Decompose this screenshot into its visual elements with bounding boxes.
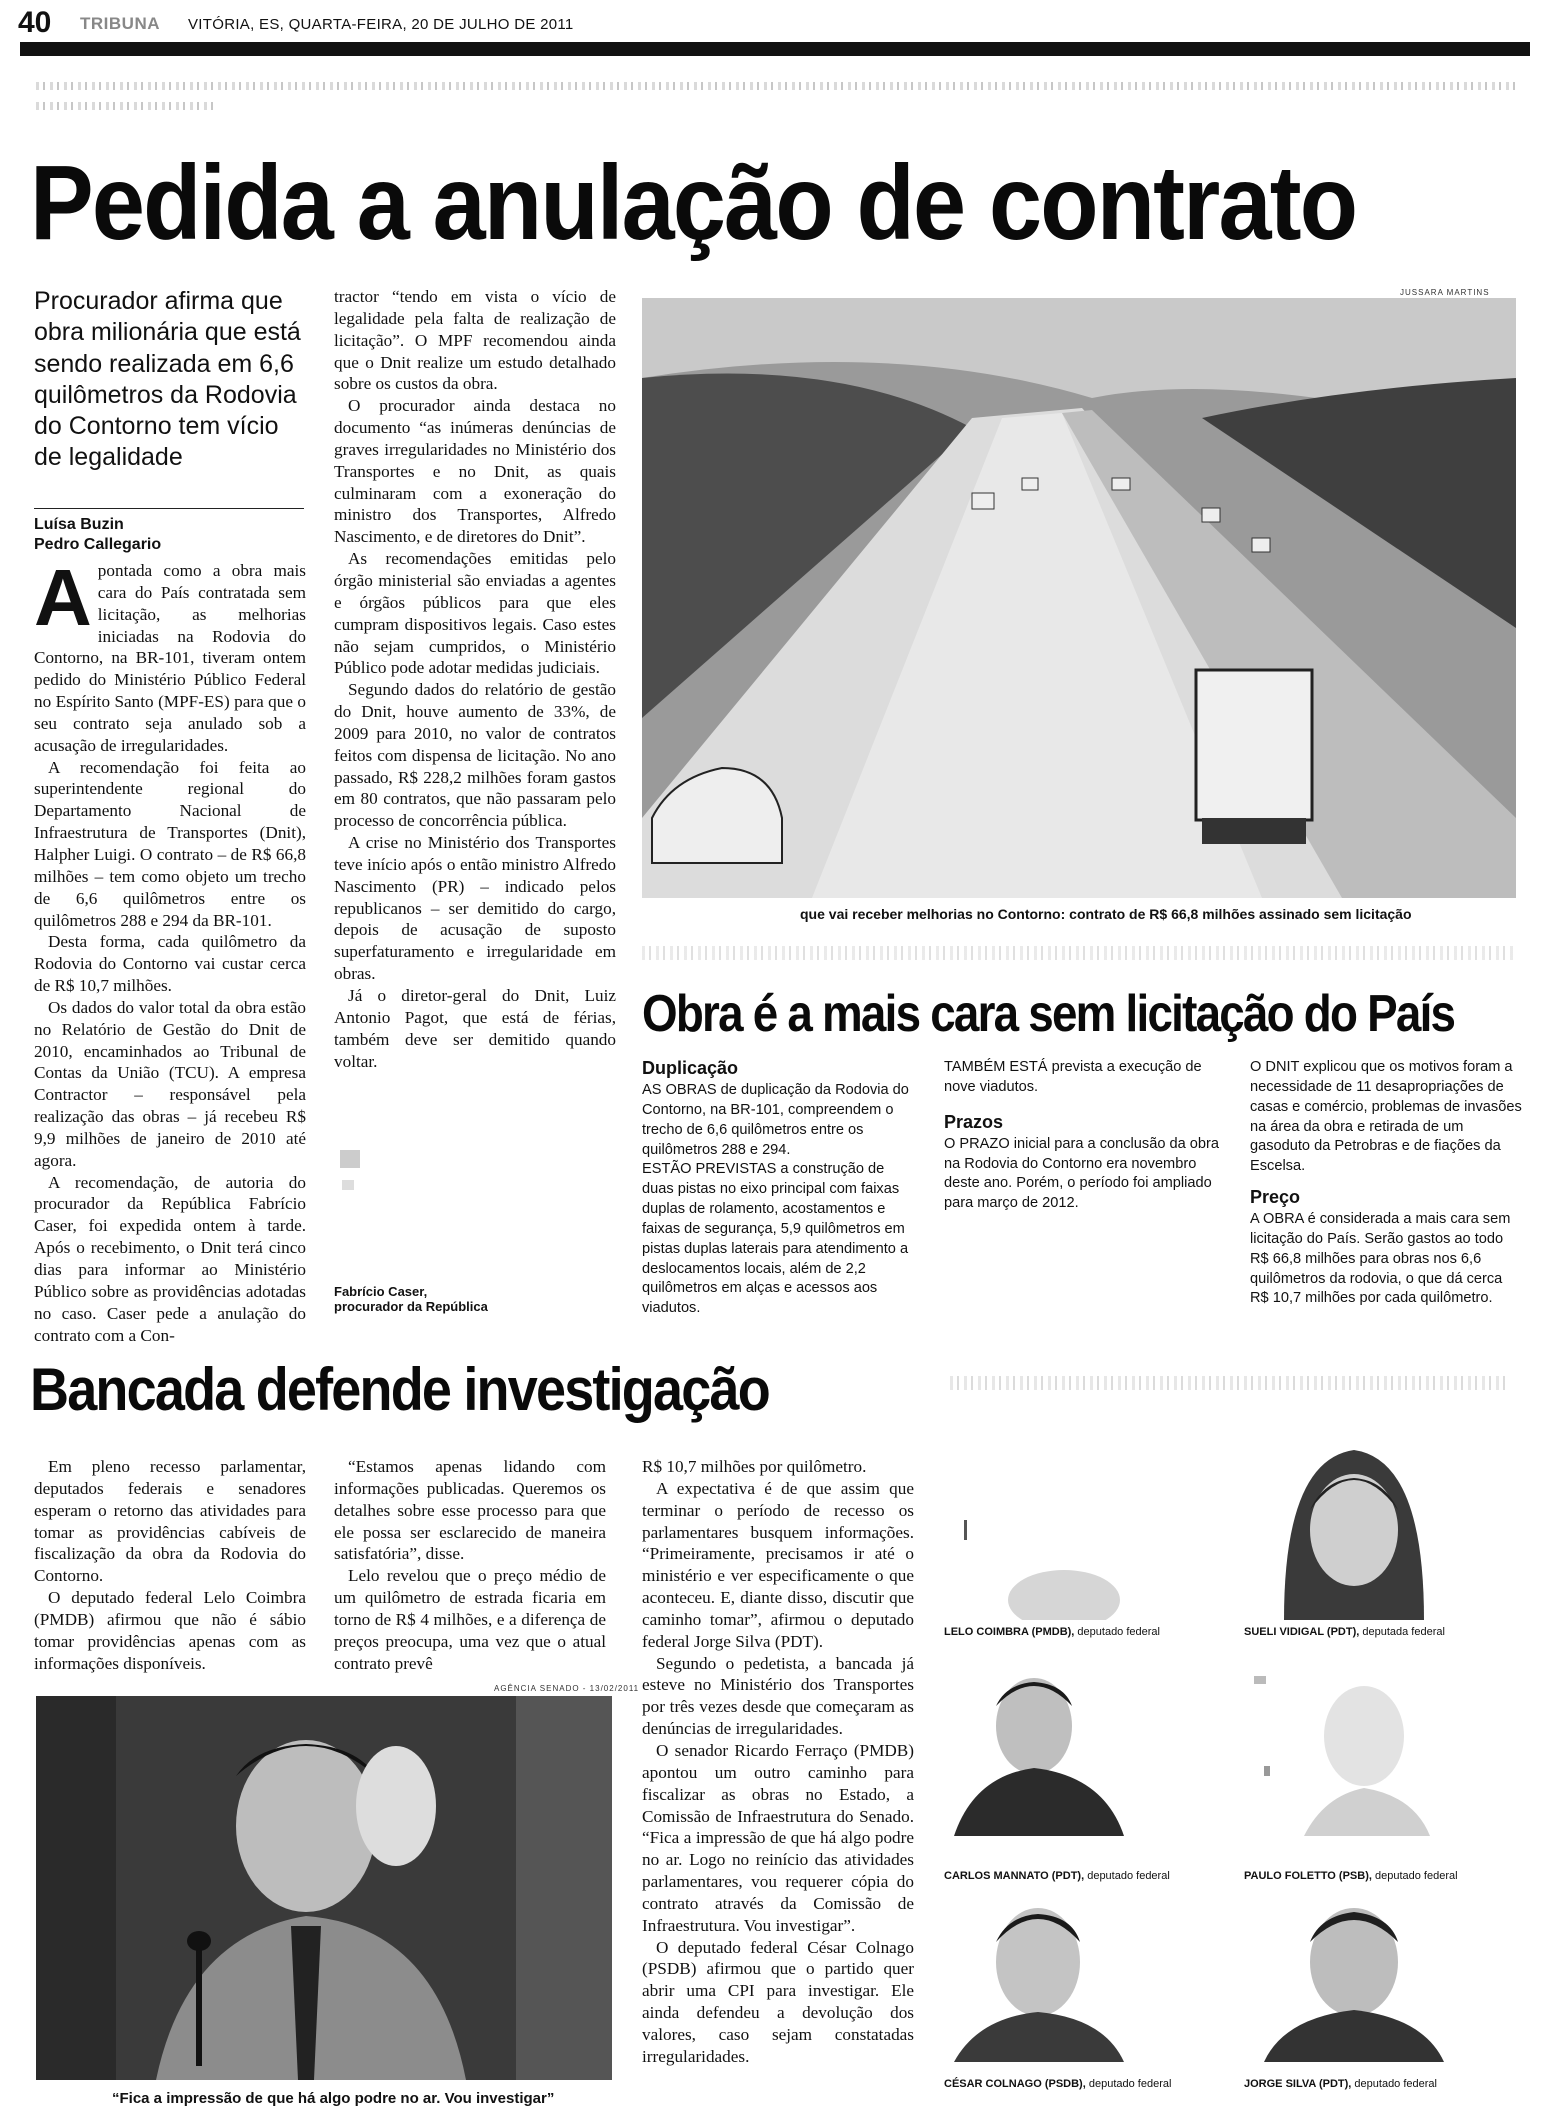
paragraph: R$ 10,7 milhões por quilômetro. [642,1457,867,1476]
mugshot [1244,1420,1464,1638]
paragraph: Em pleno recesso parlamentar, deputados federais e senadores esperam o retorno das atividades para tomar as providências cabíveis de fiscalização da obra da Rodovia do Contorno. [34,1457,306,1586]
portrait-icon [954,1656,1154,1836]
bylines [34,508,304,555]
paragraph: Segundo dados do relatório de gestão do Dnit, houve aumento de 33%, de 2009 para 2010, no valor de contratos feitos com dispensa de licitação. No ano passado, R$ 228,2 milhões foram gastos em 80 contratos, que não passaram pelo processo de concorrência pública. [334,680,616,831]
story1-column-2 [334,286,616,1072]
story3-column-1 [34,1456,306,1674]
mug-role: deputado federal [1354,2078,1437,2090]
page-number: 40 [18,6,52,39]
portrait-icon [954,1882,1154,2062]
paragraph: “Estamos apenas lidando com informações publicadas. Queremos os detalhes sobre esse processo para que ele possa ser esclarecido de maneira satisfatória”, disse. [334,1457,606,1564]
paragraph: Segundo o pedetista, a bancada já esteve no Ministério dos Transportes por três vezes desde que começaram as denúncias de irregularidades. [642,1653,914,1739]
mugshot [944,1430,1184,1638]
paragraph: A expectativa é de que assim que terminar o período de recesso os parlamentares busquem informações. “Primeiramente, precisamos ir até o ministério e ver especificamente o que aconteceu. E, diante disso, discutir que caminho tomar”, afirmou o deputado federal Jorge Silva (PDT). [642,1478,914,1651]
paragraph: O procurador ainda destaca no documento “as inúmeras denúncias de graves irregularidades no Ministério dos Transportes e no Dnit, as quais culminaram com a exoneração do ministro dos Transportes, Alfredo Nascimento, e de diretores do Dnit”. [334,396,616,547]
paragraph: A crise no Ministério dos Transportes teve início após o então ministro Alfredo Nascimento (PR) – indicado pelos republicanos – ser demitido do cargo, depois de acusação de suposto superfaturamento e irregularidade em obras. [334,833,616,984]
mugshot [1244,1656,1464,1882]
story3-column-3 [642,1456,914,2068]
sidebar-column-2 [944,1052,1224,1214]
mug-role: deputado federal [1375,1870,1458,1882]
mug-name: CÉSAR COLNAGO (PSDB), [944,2078,1086,2090]
mug-role: deputado federal [1087,1870,1170,1882]
sidebar-paragraph: O PRAZO inicial para a conclusão da obra na Rodovia do Contorno era novembro deste ano. Porém, o período foi ampliado para março de 2012. [944,1135,1219,1212]
sidebar-paragraph: AS OBRAS de duplicação da Rodovia do Contorno, na BR-101, compreendem o trecho de 6,6 quilômetros entre os quilômetros 288 e 294. [642,1082,909,1158]
photo-credit: AGÊNCIA SENADO - 13/02/2011 [494,1684,640,1693]
senator-photo [36,1696,612,2080]
prosecutor-photo [334,1140,534,1270]
portrait-icon [1244,1420,1464,1620]
mugshot [944,1656,1170,1882]
author-name: Pedro Callegario [34,536,162,553]
story3-column-2 [334,1456,606,1674]
highway-photo-caption: que vai receber melhorias no Contorno: contrato de R$ 66,8 milhões assinado sem licitação [800,906,1412,922]
sidebar-paragraph: O DNIT explicou que os motivos foram a necessidade de 11 desapropriações de casas e comércio, problemas de invasões na área da obra e retirada de um gasoduto da Petrobras e de fiações da Escelsa. [1250,1059,1522,1175]
paragraph: A recomendação, de autoria do procurador da República Fabrício Caser, foi expedida ontem à tarde. Após o recebimento, o Dnit terá cinco dias para informar ao Ministério Público sobre as providências adotadas no caso. Caser pede a anulação do contrato com a Con- [34,1172,306,1345]
paragraph: Desta forma, cada quilômetro da Rodovia do Contorno vai custar cerca de R$ 10,7 milhões. [34,932,306,996]
mug-name: PAULO FOLETTO (PSB), [1244,1870,1372,1882]
faded-text-strip [642,946,1516,960]
author-name: Luísa Buzin [34,516,124,533]
mug-name: LELO COIMBRA (PMDB), [944,1626,1075,1638]
paragraph: Os dados do valor total da obra estão no Relatório de Gestão do Dnit de 2010, encaminhados ao Tribunal de Contas da União (TCU). A empresa Contractor – responsável pela realização das obras – já recebeu R$ 9,9 milhões de janeiro de 2010 até agora. [34,997,306,1170]
section-title-duplicacao: Duplicação [642,1058,739,1078]
story-deck: Procurador afirma que obra milionária que está sendo realizada em 6,6 quilômetros da Rodovia do Contorno tem vício de legalidade [34,287,301,472]
mugshot-grid [944,1420,1520,2100]
page-header [18,6,1518,39]
highway-photo [642,298,1516,898]
senator-photo-caption: “Fica a impressão de que há algo podre no ar. Vou investigar” [112,2090,555,2107]
main-headline: Pedida a anulação de contrato [30,144,1357,262]
prosecutor-caption [334,1284,574,1314]
sidebar-headline: Obra é a mais cara sem licitação do País [642,985,1455,1043]
portrait-icon [944,1430,1184,1620]
mugshot [944,1882,1172,2090]
faded-text-strip [36,82,1516,90]
mug-role: procurador da República [334,1299,488,1314]
mug-name: SUELI VIDIGAL (PDT), [1244,1626,1360,1638]
paragraph: O deputado federal Lelo Coimbra (PMDB) afirmou que não é sábio tomar providências apenas com as informações disponíveis. [34,1588,306,1673]
portrait-placeholder-icon [334,1140,534,1270]
paragraph: As recomendações emitidas pelo órgão ministerial são enviadas a agentes e órgãos públicos para que eles cumpram dispositivos legais. Caso estes não sejam cumpridos, o Ministério Público pode adotar medidas judiciais. [334,549,616,678]
lead-paragraph: Apontada como a obra mais cara do País contratada sem licitação, as melhorias iniciadas na Rodovia do Contorno, na BR-101, tiveram ontem pedido do Ministério Público Federal no Espírito Santo (MPF-ES) para que o seu contrato seja anulado sob a acusação de irregularidades. [34,553,306,755]
mug-name: JORGE SILVA (PDT), [1244,2078,1352,2090]
section-title-preco: Preço [1250,1187,1301,1208]
sidebar-paragraph: A OBRA é considerada a mais cara sem licitação do País. Serão gastos ao todo R$ 66,8 milhões para obras nos 6,6 quilômetros da rodovia, o que dá cerca R$ 10,7 milhões por cada quilômetro. [1250,1211,1511,1307]
paragraph: tractor “tendo em vista o vício de legalidade pela falta de realização de licitação”. O MPF recomendou ainda que o Dnit realize um estudo detalhado sobre os custos da obra. [334,287,616,394]
senator-at-podium-icon [36,1696,612,2080]
portrait-icon [1244,1882,1464,2062]
mug-name: Fabrício Caser, [334,1284,428,1299]
highway-scene-icon [642,298,1516,898]
drop-cap: A [34,553,92,642]
section-title-prazos: Prazos [944,1111,1004,1132]
portrait-icon [1244,1656,1464,1836]
sidebar-column-1 [642,1052,917,1319]
mugshot [1244,1882,1464,2090]
story1-column-1 [34,553,306,1346]
mug-role: deputado federal [1077,1626,1160,1638]
sidebar-column-3 [1250,1052,1522,1309]
paragraph: Lelo revelou que o preço médio de um quilômetro de estrada ficaria em torno de R$ 4 milhões, e a diferença de preços preocupa, uma vez que o atual contrato prevê [334,1566,606,1673]
paragraph: A recomendação foi feita ao superintendente regional do Departamento Nacional de Infraestrutura de Transportes (Dnit), Halpher Luigi. O contrato – de R$ 66,8 milhões – tem como objeto um trecho de 6,6 quilômetros entre os quilômetros 288 e 294 da BR-101. [34,757,306,930]
header-rule [20,42,1530,56]
paragraph: O deputado federal César Colnago (PSDB) afirmou que o partido quer abrir uma CPI para investigar. Ele ainda defendeu a devolução dos valores, caso sejam constatadas irregularidades. [642,1937,914,2066]
faded-text-strip [950,1376,1510,1390]
paragraph: Já o diretor-geral do Dnit, Luiz Antonio Pagot, que está de férias, também deve ser demitido quando voltar. [334,986,616,1071]
sidebar-paragraph: TAMBÉM ESTÁ prevista a execução de nove viadutos. [944,1059,1202,1095]
faded-text-strip [36,102,216,110]
publication-name: TRIBUNA [80,14,160,33]
dateline: VITÓRIA, ES, QUARTA-FEIRA, 20 DE JULHO DE 2011 [188,16,574,33]
mug-role: deputado federal [1088,2078,1172,2090]
mug-role: deputada federal [1362,1626,1445,1638]
sidebar-paragraph: ESTÃO PREVISTAS a construção de duas pistas no eixo principal com faixas duplas de rolamento, acostamentos e faixas de segurança, 5,9 quilômetros em pistas duplas laterais para atendimento a deslocamentos locais, além de 2,2 quilômetros em alças e acessos aos viadutos. [642,1161,909,1317]
mug-name: CARLOS MANNATO (PDT), [944,1870,1085,1882]
paragraph: O senador Ricardo Ferraço (PMDB) apontou um outro caminho para fiscalizar as obras no Estado, a Comissão de Infraestrutura do Senado. “Fica a impressão de que há algo podre no ar. Logo no reinício das atividades parlamentares, vou requerer cópia do contrato através da Comissão de Infraestrutura. Vou investigar”. [642,1740,914,1935]
story3-headline: Bancada defende investigação [30,1356,769,1423]
photo-credit: JUSSARA MARTINS [1400,288,1490,297]
